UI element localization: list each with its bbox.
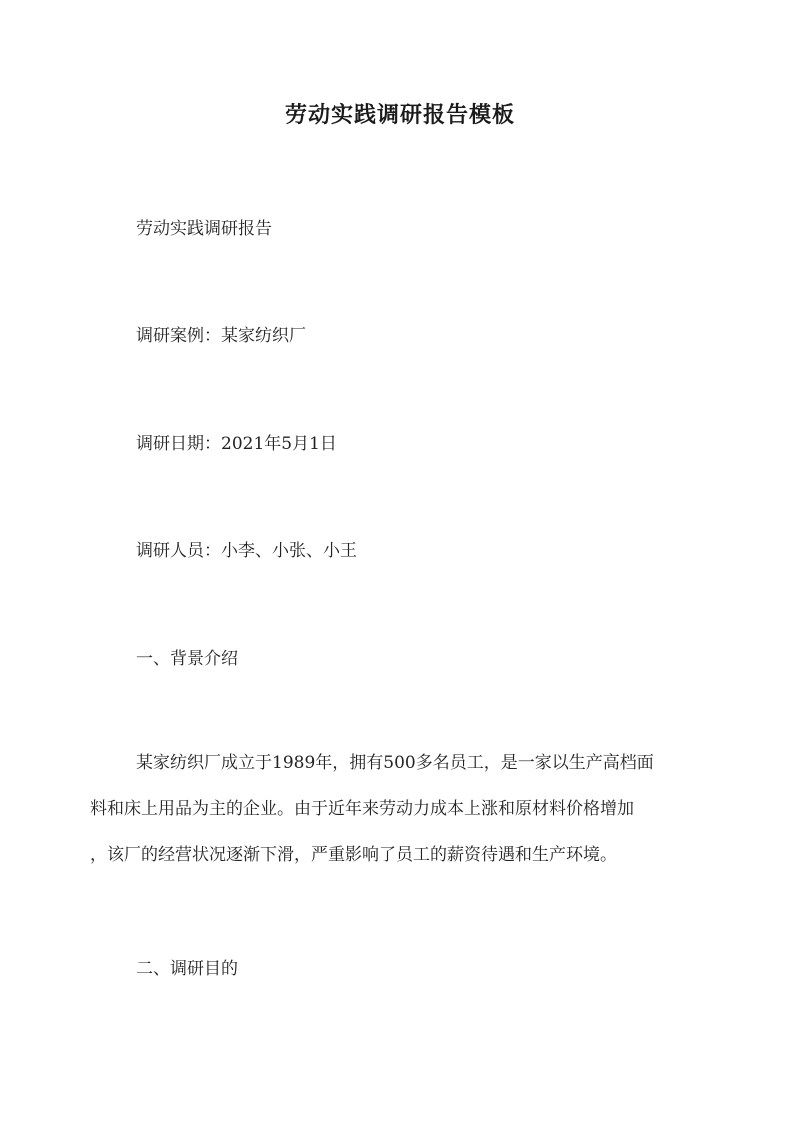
section-heading-purpose: 二、调研目的: [136, 959, 238, 979]
report-heading: 劳动实践调研报告: [136, 219, 272, 239]
document-title: 劳动实践调研报告模板: [284, 102, 515, 128]
section-heading-background: 一、背景介绍: [136, 649, 238, 669]
paragraph-line: 某家纺织厂成立于1989年，拥有500多名员工，是一家以生产高档面: [136, 753, 654, 773]
paragraph-line: ，该厂的经营状况逐渐下滑，严重影响了员工的薪资待遇和生产环境。: [90, 845, 617, 865]
case-line: 调研案例：某家纺织厂: [136, 326, 306, 346]
people-line: 调研人员：小李、小张、小王: [136, 541, 357, 561]
paragraph-line: 料和床上用品为主的企业。由于近年来劳动力成本上涨和原材料价格增加: [90, 799, 634, 819]
date-line: 调研日期：2021年5月1日: [136, 434, 337, 454]
background-paragraph: [90, 752, 708, 890]
